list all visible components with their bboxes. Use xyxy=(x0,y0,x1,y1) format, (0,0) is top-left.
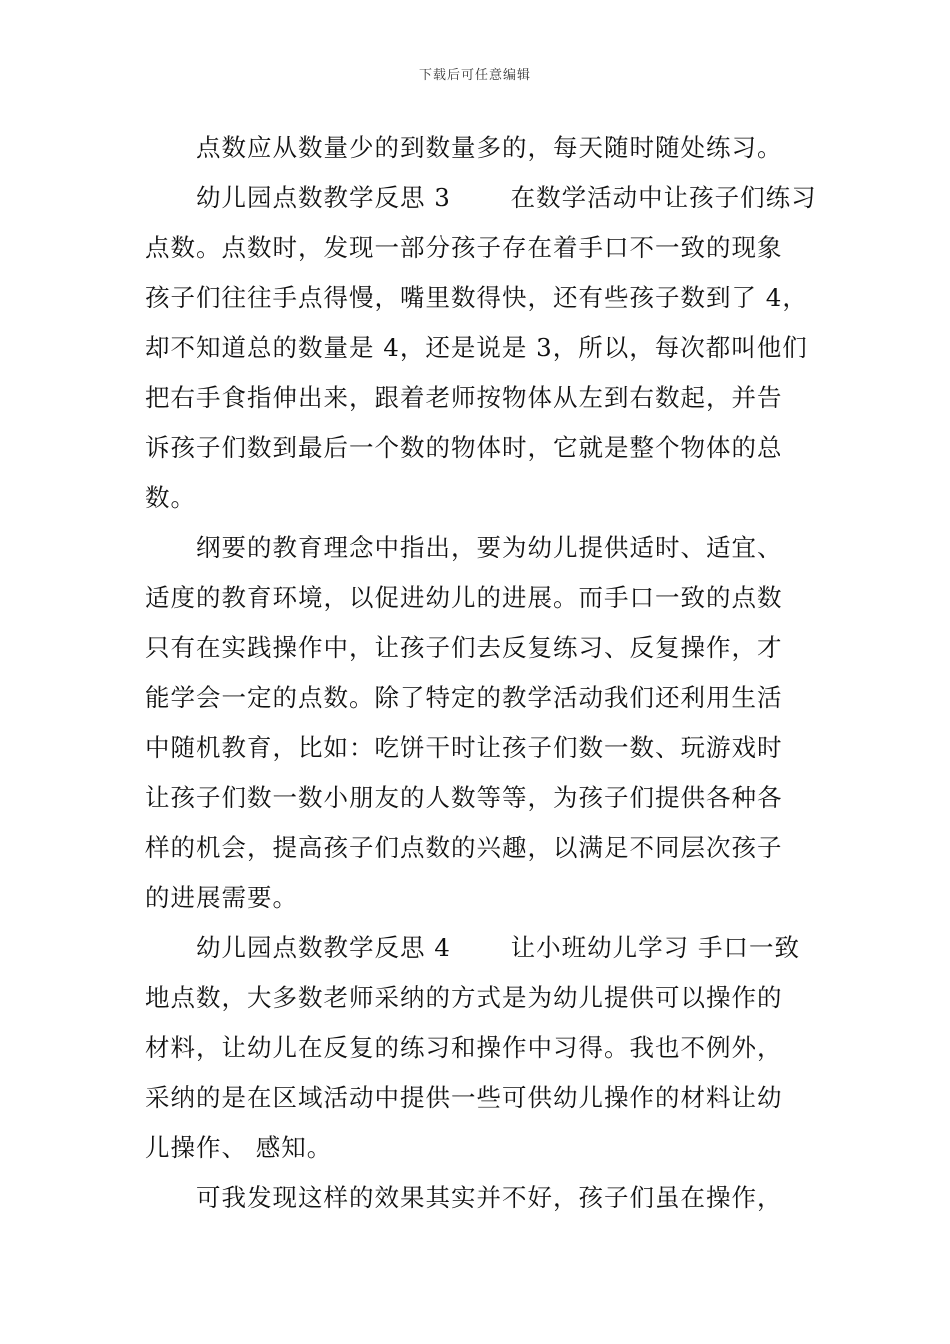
text-line: 把右手食指伸出来，跟着老师按物体从左到右数起，并告 xyxy=(145,383,783,412)
text-line: 样的机会，提高孩子们点数的兴趣，以满足不同层次孩子 xyxy=(145,833,783,862)
text-line: 让孩子们数一数小朋友的人数等等，为孩子们提供各种各 xyxy=(145,783,783,812)
text-line: 儿操作、 感知。 xyxy=(145,1133,333,1162)
text-line: 孩子们往往手点得慢，嘴里数得快，还有些孩子数到了 4， xyxy=(145,283,808,312)
text-line: 却不知道总的数量是 4，还是说是 3，所以，每次都叫他们 xyxy=(145,333,808,362)
text-line: 采纳的是在区域活动中提供一些可供幼儿操作的材料让幼 xyxy=(145,1083,783,1112)
text-line: 地点数，大多数老师采纳的方式是为幼儿提供可以操作的 xyxy=(145,983,783,1012)
text-line: 中随机教育，比如：吃饼干时让孩子们数一数、玩游戏时 xyxy=(145,733,783,762)
page-header: 下载后可任意编辑 xyxy=(418,68,531,83)
text-line: 诉孩子们数到最后一个数的物体时，它就是整个物体的总 xyxy=(145,433,783,462)
text-line: 点数应从数量少的到数量多的，每天随时随处练习。 xyxy=(196,133,783,162)
text-line: 只有在实践操作中，让孩子们去反复练习、反复操作，才 xyxy=(145,633,783,662)
text-line: 纲要的教育理念中指出，要为幼儿提供适时、适宜、 xyxy=(196,533,783,562)
text-line: 数。 xyxy=(145,483,196,512)
text-line: 能学会一定的点数。除了特定的教学活动我们还利用生活 xyxy=(145,683,783,712)
text-line: 适度的教育环境，以促进幼儿的进展。而手口一致的点数 xyxy=(145,583,783,612)
text-line: 可我发现这样的效果其实并不好，孩子们虽在操作， xyxy=(196,1183,783,1212)
text-line: 幼儿园点数教学反思 4 让小班幼儿学习 手口一致 xyxy=(196,933,800,962)
text-line: 幼儿园点数教学反思 3 在数学活动中让孩子们练习 xyxy=(196,183,817,212)
text-line: 的进展需要。 xyxy=(145,883,298,912)
text-line: 点数。点数时，发现一部分孩子存在着手口不一致的现象 xyxy=(145,233,783,262)
text-line: 材料，让幼儿在反复的练习和操作中习得。我也不例外， xyxy=(145,1033,783,1062)
